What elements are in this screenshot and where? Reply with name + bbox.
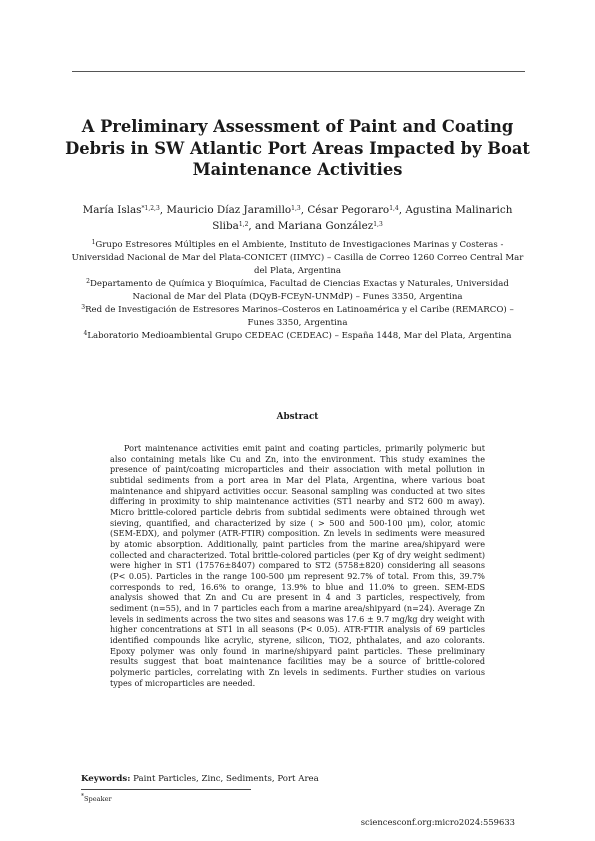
affiliation: $^4$Laboratorio Medioambiental Grupo CEDEAC (CEDEAC) – España 1448, Mar del Plata, Argentina xyxy=(83,329,512,341)
top-rule xyxy=(72,71,525,72)
author: César Pegoraro$^{1,4}$ xyxy=(307,204,399,216)
author: María Islas$^{*1,2,3}$ xyxy=(82,204,160,216)
keywords-label: Keywords: xyxy=(81,774,131,784)
author: Mauricio Díaz Jaramillo$^{1,3}$ xyxy=(166,204,301,216)
author: Agustina Malinarich Sliba$^{1,2}$ xyxy=(212,204,513,232)
abstract-text: Port maintenance activities emit paint and coating particles, primarily polymeric but also containing metals like Cu and Zn, into the environment. This study examines the presence of paint/coating microparticles and their association with metal pollution in subtidal sediments from a port area in Mar del Plata, Argentina, where various boat maintenance and shipyard activities occur. Seasonal sampling was conducted at two sites differing in proximity to ship maintenance activities (ST1 nearby and ST2 600 m away). Micro brittle-colored particle debris from subtidal sediments were obtained through wet sieving, quantified, and characterized by size ( > 500 and 500-100 μm), color, atomic (SEM-EDX), and polymer (ATR-FTIR) composition. Zn levels in sediments were measured by atomic absorption. Additionally, paint particles from the marine area/shipyard were collected and characterized. Total brittle-colored particles (per Kg of dry weight sediment) were higher in ST1 (17576±8407) compared to ST2 (5758±820) considering all seasons (P< 0.05). Particles in the range 100-500 μm represent 92.7% of total. From this, 39.7% corresponds to red, 16.6% to orange, 13.9% to blue and 11.0% to green. SEM-EDS analysis showed that Zn and Cu are present in 4 and 3 particles, respectively, from sediment (n=55), and in 7 particles each from a marine area/shipyard (n=24). Average Zn levels in sediments across the two sites and seasons was 17.6 ± 9.7 mg/kg dry weight with higher concentrations at ST1 in all seasons (P< 0.05). ATR-FTIR analysis of 69 particles identified compounds like acrylic, styrene, silicon, TiO2, phthalates, and azo colorants. Epoxy polymer was only found in marine/shipyard paint particles. These preliminary results suggest that boat maintenance facilities may be a source of brittle-colored polymeric particles, correlating with Zn levels in sediments. Further studies on various types of microparticles are needed. xyxy=(110,443,485,688)
paper-title: A Preliminary Assessment of Paint and Coating Debris in SW Atlantic Port Areas Impacted by Boat Maintenance Activities xyxy=(65,117,530,179)
keywords-value: Paint Particles, Zinc, Sediments, Port Area xyxy=(133,774,319,784)
reference-id: sciencesconf.org:micro2024:559633 xyxy=(360,817,515,827)
affiliation: $^2$Departamento de Química y Bioquímica, Facultad de Ciencias Exactas y Naturales, Universidad Nacional de Mar del Plata (DQyB-FCEyN-UNMdP) – Funes 3350, Argentina xyxy=(86,277,509,302)
footnote-rule xyxy=(81,789,251,790)
abstract-heading: Abstract xyxy=(276,412,319,422)
author: Mariana González$^{1,3}$ xyxy=(277,219,383,232)
keywords xyxy=(81,774,319,784)
affiliation-list xyxy=(68,239,527,343)
footnote-mark: * xyxy=(81,793,84,800)
affiliation: $^3$Red de Investigación de Estresores Marinos–Costeros en Latinoamérica y el Caribe (REMARCO) – Funes 3350, Argentina xyxy=(81,303,514,328)
author-list: María Islas$^{*1,2,3}$, Mauricio Díaz Jaramillo$^{1,3}$, César Pegoraro$^{1,4}$, Agustina Malinarich Sliba$^{1,2}$, and Mariana González$^{1,3}$ xyxy=(82,204,513,232)
affiliation: $^1$Grupo Estresores Múltiples en el Ambiente, Instituto de Investigaciones Marinas y Costeras - Universidad Nacional de Mar del Plata-CONICET (IIMYC) – Casilla de Correo 1260 Correo Central Mar del Plata, Argentina xyxy=(71,239,524,276)
footnote: *Speaker xyxy=(81,793,112,803)
